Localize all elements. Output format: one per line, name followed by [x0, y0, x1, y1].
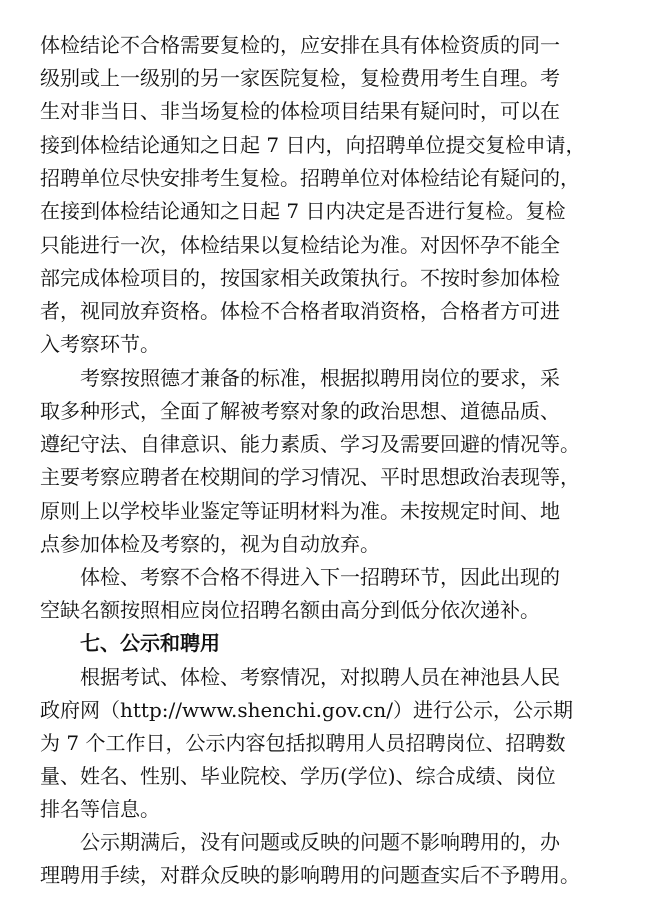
text-line: 入考察环节。	[40, 332, 160, 356]
text-line: 遵纪守法、自律意识、能力素质、学习及需要回避的情况等。	[40, 432, 580, 456]
section-heading: 七、公示和聘用	[80, 631, 220, 655]
text-line: 只能进行一次，体检结果以复检结论为准。对因怀孕不能全	[40, 233, 560, 257]
text-line: 量、姓名、性别、毕业院校、学历(学位)、综合成绩、岗位	[40, 764, 556, 788]
text-line: 考察按照德才兼备的标准，根据拟聘用岗位的要求，采	[80, 366, 560, 390]
text-line: 取多种形式，全面了解被考察对象的政治思想、道德品质、	[40, 399, 560, 423]
text-line: 排名等信息。	[40, 797, 160, 821]
text-line: 理聘用手续，对群众反映的影响聘用的问题查实后不予聘用。	[40, 863, 580, 887]
text-line: 根据考试、体检、考察情况，对拟聘人员在神池县人民	[80, 665, 560, 689]
text-line: 级别或上一级别的另一家医院复检，复检费用考生自理。考	[40, 66, 560, 90]
text-line: 原则上以学校毕业鉴定等证明材料为准。未按规定时间、地	[40, 499, 560, 523]
text-line: 体检、考察不合格不得进入下一招聘环节，因此出现的	[80, 565, 560, 589]
text-line: 空缺名额按照相应岗位招聘名额由高分到低分依次递补。	[40, 598, 540, 622]
text-line: 招聘单位尽快安排考生复检。招聘单位对体检结论有疑问的，	[40, 166, 580, 190]
text-line: 主要考察应聘者在校期间的学习情况、平时思想政治表现等，	[40, 465, 580, 489]
text-line: 部完成体检项目的，按国家相关政策执行。不按时参加体检	[40, 266, 560, 290]
text-line: 政府网（http://www.shenchi.gov.cn/）进行公示，公示期	[40, 698, 573, 722]
text-line: 点参加体检及考察的，视为自动放弃。	[40, 532, 380, 556]
text-line: 为 7 个工作日，公示内容包括拟聘用人员招聘岗位、招聘数	[40, 731, 566, 755]
text-line: 公示期满后，没有问题或反映的问题不影响聘用的，办	[80, 830, 560, 854]
text-line: 接到体检结论通知之日起 7 日内，向招聘单位提交复检申请，	[40, 133, 586, 157]
text-line: 生对非当日、非当场复检的体检项目结果有疑问时，可以在	[40, 99, 560, 123]
text-line: 在接到体检结论通知之日起 7 日内决定是否进行复检。复检	[40, 199, 566, 223]
text-line: 者，视同放弃资格。体检不合格者取消资格，合格者方可进	[40, 299, 560, 323]
text-line: 体检结论不合格需要复检的，应安排在具有体检资质的同一	[40, 33, 560, 57]
